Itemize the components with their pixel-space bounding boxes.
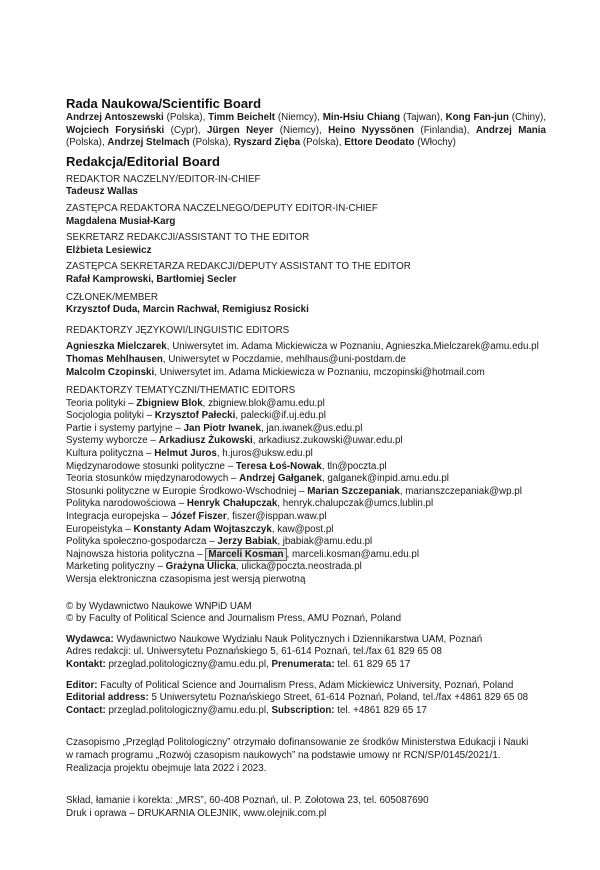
editor-name: Jerzy Babiak: [217, 536, 278, 548]
role-label: ZASTĘPCA SEKRETARZA REDAKCJI/DEPUTY ASSISTANT TO THE EDITOR: [66, 261, 411, 273]
topic: Kultura polityczna –: [66, 448, 155, 460]
contact-text: przeglad.politologiczny@amu.edu.pl,: [105, 704, 272, 716]
board-member-name: Andrzej Mania: [475, 124, 546, 136]
email: , galganek@inpid.amu.edu.pl: [321, 473, 449, 485]
thematic-editor-line: [66, 461, 546, 474]
scientific-board-members: Andrzej Antoszewski (Polska), Timm Beichelt (Niemcy), Min-Hsiu Chiang (Tajwan), Kong Fan-jun (Chiny), Wojciech Forysiński (Cypr), Jürgen Neyer (Niemcy), Heino Nyyssönen (Finlandia), Andrzej Mania (Polska), Andrzej Stelmach (Polska), Ryszard Zięba (Polska), Ettore Deodato (Włochy): [66, 112, 547, 149]
topic: Polityka społeczno-gospodarcza –: [66, 536, 218, 548]
publisher-pl-block: [66, 634, 546, 672]
editor-name: Agnieszka Mielczarek: [66, 341, 167, 353]
language-editors-list: [66, 341, 546, 379]
thematic-editor-line: [66, 536, 546, 549]
publisher-label: Wydawca:: [66, 633, 114, 645]
thematic-editor-line: [66, 448, 546, 461]
board-member-country: (Niemcy): [273, 124, 319, 136]
language-editor-line: [66, 367, 546, 380]
board-member-country: (Tajwan): [400, 112, 440, 123]
board-member-name: Heino Nyyssönen: [328, 124, 415, 136]
email: , ulicka@poczta.neostrada.pl: [235, 561, 362, 573]
board-member-name: Andrzej Stelmach: [107, 137, 190, 149]
editor-detail: , Uniwersytet im. Adama Mickiewicza w Poznaniu, mczopinski@hotmail.com: [154, 366, 485, 378]
subscription-label: Subscription:: [271, 704, 335, 716]
email: , kaw@post.pl: [271, 523, 334, 535]
board-member-name: Wojciech Forysiński: [66, 124, 165, 136]
copyright-line: © by Faculty of Political Science and Journalism Press, AMU Poznań, Poland: [66, 613, 402, 625]
thematic-editor-line: [66, 423, 546, 436]
editor-name: Marian Szczepaniak: [307, 485, 400, 497]
role-label: SEKRETARZ REDAKCJI/ASSISTANT TO THE EDITOR: [66, 232, 310, 244]
editor-name: Malcolm Czopinski: [66, 366, 155, 378]
board-member-country: (Polska): [189, 137, 229, 149]
topic: Systemy wyborcze –: [66, 435, 159, 447]
thematic-editor-line: [66, 524, 546, 537]
board-member-name: Kong Fan-jun: [445, 112, 509, 123]
board-member-country: (Cypr): [164, 124, 198, 136]
email: , palecki@if.uj.edu.pl: [235, 410, 326, 422]
topic: Stosunki polityczne w Europie Środkowo-Wschodniej –: [66, 485, 308, 497]
subscription-label: Prenumerata:: [271, 658, 335, 670]
email: , jan.iwanek@us.edu.pl: [260, 422, 363, 434]
topic: Międzynarodowe stosunki polityczne –: [66, 460, 236, 472]
email: , marceli.kosman@amu.edu.pl: [286, 548, 420, 560]
board-member-country: (Polska): [300, 137, 339, 149]
production-line: Druk i oprawa – DRUKARNIA OLEJNIK, www.olejnik.com.pl: [66, 807, 327, 819]
publisher-text: Faculty of Political Science and Journalism Press, Adam Mickiewicz University, Poznań, Poland: [97, 679, 514, 691]
topic: Teoria stosunków międzynarodowych –: [66, 473, 240, 485]
board-member-country: (Włochy): [414, 137, 456, 149]
topic: Polityka narodowościowa –: [66, 498, 187, 510]
publisher-label: Editor:: [66, 679, 98, 691]
copyright-block: [66, 601, 546, 626]
board-member-country: (Niemcy): [275, 112, 318, 123]
editor-detail: , Uniwersytet im. Adama Mickiewicza w Poznaniu, Agnieszka.Mielczarek@amu.edu.pl: [166, 341, 539, 353]
thematic-editor-line: [66, 549, 546, 562]
topic: Europeistyka –: [66, 523, 134, 535]
copyright-line: © by Wydawnictwo Naukowe WNPiD UAM: [66, 600, 252, 612]
electronic-version-note: Wersja elektroniczna czasopisma jest wersją pierwotną: [66, 574, 306, 585]
subscription-text: tel. 61 829 65 17: [334, 658, 411, 670]
colophon-column: [66, 96, 546, 820]
publisher-en-block: [66, 680, 546, 718]
editor-name: Zbigniew Blok: [136, 397, 203, 409]
role-names: Magdalena Musiał-Karg: [66, 215, 176, 227]
thematic-editor-line: [66, 486, 546, 499]
editor-name: Andrzej Gałganek: [239, 473, 322, 485]
contact-label: Kontakt:: [66, 658, 106, 670]
thematic-editor-line: [66, 410, 546, 423]
language-editor-line: [66, 354, 546, 367]
contact-line: [66, 659, 546, 672]
board-member-name: Timm Beichelt: [208, 112, 276, 123]
publisher-line: [66, 634, 546, 647]
editor-name: Jan Piotr Iwanek: [183, 422, 261, 434]
email: , zbigniew.blok@amu.edu.pl: [202, 397, 325, 409]
scientific-board-heading: Rada Naukowa/Scientific Board: [66, 96, 262, 111]
email: , henryk.chalupczak@umcs.lublin.pl: [277, 498, 434, 510]
board-member-country: (Polska): [163, 112, 203, 123]
thematic-editor-line: [66, 435, 546, 448]
email: , tln@poczta.pl: [321, 460, 387, 472]
address-text: 5 Uniwersytetu Poznańskiego Street, 61-614 Poznań, Poland, tel./fax +4861 829 65 08: [148, 692, 529, 704]
editor-name: Józef Fiszer: [170, 511, 227, 523]
topic: Partie i systemy partyjne –: [66, 422, 184, 434]
language-editor-line: [66, 341, 546, 354]
publisher-text: Wydawnictwo Naukowe Wydziału Nauk Politycznych i Dziennikarstwa UAM, Poznań: [113, 633, 483, 645]
email: , marianszczepaniak@wp.pl: [399, 485, 522, 497]
address-line: Adres redakcji: ul. Uniwersytetu Poznańskiego 5, 61-614 Poznań, tel./fax 61 829 65 08: [66, 646, 442, 658]
production-block: [66, 795, 546, 820]
topic: Marketing polityczny –: [66, 561, 166, 573]
editor-name: Teresa Łoś-Nowak: [235, 460, 322, 472]
topic: Integracja europejska –: [66, 511, 171, 523]
email: , jbabiak@amu.edu.pl: [277, 536, 373, 548]
role-label: REDAKTOR NACZELNY/EDITOR-IN-CHIEF: [66, 173, 261, 185]
editor-name: Arkadiusz Żukowski: [158, 435, 253, 447]
role-names: Tadeusz Wallas: [66, 186, 138, 198]
editorial-roles: [66, 174, 546, 317]
email: , h.juros@uksw.edu.pl: [216, 448, 313, 460]
role-names: Krzysztof Duda, Marcin Rachwał, Remigiusz Rosicki: [66, 304, 309, 316]
publisher-line: [66, 680, 546, 693]
thematic-editor-line: [66, 398, 546, 411]
language-editors-heading: REDAKTORZY JĘZYKOWI/LINGUISTIC EDITORS: [66, 324, 290, 336]
address-line: [66, 692, 546, 705]
board-member-country: (Finlandia): [414, 124, 467, 136]
board-member-name: Ettore Deodato: [344, 137, 415, 149]
editor-name: Krzysztof Pałecki: [154, 410, 236, 422]
editor-name: Helmut Juros: [154, 448, 217, 460]
role-label: ZASTĘPCA REDAKTORA NACZELNEGO/DEPUTY EDITOR-IN-CHIEF: [66, 202, 378, 214]
board-member-country: (Polska): [66, 137, 102, 149]
address-label: Editorial address:: [66, 692, 149, 704]
editorial-board-heading: Redakcja/Editorial Board: [66, 153, 220, 169]
thematic-editor-line: [66, 561, 546, 574]
email: , arkadiusz.zukowski@uwar.edu.pl: [252, 435, 403, 447]
board-member-name: Ryszard Zięba: [233, 137, 301, 149]
editor-name: Grażyna Ulicka: [165, 561, 236, 573]
board-member-name: Jürgen Neyer: [207, 124, 274, 136]
role-names: Rafał Kamprowski, Bartłomiej Secler: [66, 273, 237, 285]
funding-line: Realizacja projektu obejmuje lata 2022 i 2023.: [66, 762, 267, 774]
thematic-editor-line: [66, 498, 546, 511]
funding-line: Czasopismo „Przegląd Politologiczny” otrzymało dofinansowanie ze środków Ministerstwa Edukacji i Nauki: [66, 737, 529, 749]
thematic-editor-line: [66, 511, 546, 524]
funding-block: [66, 737, 546, 775]
contact-text: przeglad.politologiczny@amu.edu.pl,: [105, 658, 272, 670]
topic: Socjologia polityki –: [66, 410, 155, 422]
role-label: CZŁONEK/MEMBER: [66, 291, 158, 303]
email: , fiszer@isppan.waw.pl: [226, 511, 327, 523]
role-names: Elżbieta Lesiewicz: [66, 244, 152, 256]
board-member-name: Min-Hsiu Chiang: [322, 112, 401, 123]
thematic-editors-list: [66, 398, 546, 587]
funding-line: w ramach programu „Rozwój czasopism naukowych” na podstawie umowy nr RCN/SP/0145/2021/1.: [66, 749, 501, 761]
editor-name: Thomas Mehlhausen: [66, 353, 163, 365]
contact-line: [66, 705, 546, 718]
topic: Najnowsza historia polityczna –: [66, 548, 206, 560]
highlighted-editor-name[interactable]: Marceli Kosman: [205, 548, 286, 561]
board-member-country: (Chiny): [508, 112, 544, 123]
editor-name: Konstanty Adam Wojtaszczyk: [133, 523, 272, 535]
contact-label: Contact:: [66, 704, 106, 716]
board-member-name: Andrzej Antoszewski: [66, 112, 164, 123]
editor-detail: , Uniwersytet w Poczdamie, mehlhaus@uni-postdam.de: [162, 353, 406, 365]
thematic-editor-line: [66, 473, 546, 486]
production-line: Skład, łamanie i korekta: „MRS”, 60-408 Poznań, ul. P. Zołotowa 23, tel. 605087690: [66, 795, 429, 807]
editor-name: Henryk Chałupczak: [186, 498, 278, 510]
subscription-text: tel. +4861 829 65 17: [334, 704, 427, 716]
thematic-editors-heading: REDAKTORZY TEMATYCZNI/THEMATIC EDITORS: [66, 385, 296, 397]
topic: Teoria polityki –: [66, 397, 137, 409]
